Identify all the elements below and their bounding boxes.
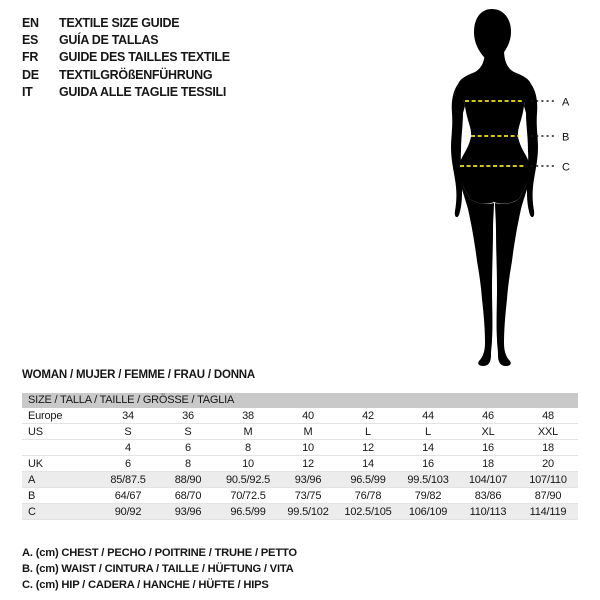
size-cell: 20: [518, 456, 578, 472]
size-cell: 48: [518, 408, 578, 424]
language-list: [22, 15, 230, 101]
table-row: [22, 472, 578, 488]
size-table-grid: [22, 408, 578, 520]
size-cell: 79/82: [398, 488, 458, 504]
table-row: [22, 456, 578, 472]
size-cell: L: [338, 424, 398, 440]
size-cell: 8: [218, 440, 278, 456]
measure-label-c: C: [562, 161, 570, 174]
language-row: [22, 84, 230, 101]
row-label: Europe: [22, 408, 98, 424]
size-cell: 85/87.5: [98, 472, 158, 488]
legend-line: C. (cm) HIP / CADERA / HANCHE / HÜFTE / HIPS: [22, 579, 269, 591]
size-cell: 38: [218, 408, 278, 424]
size-cell: XL: [458, 424, 518, 440]
size-cell: 18: [458, 456, 518, 472]
legend-line: A. (cm) CHEST / PECHO / POITRINE / TRUHE / PETTO: [22, 547, 297, 559]
size-cell: 10: [278, 440, 338, 456]
table-row: [22, 408, 578, 424]
measure-label-b: B: [562, 131, 570, 144]
size-cell: 107/110: [518, 472, 578, 488]
size-cell: 93/96: [158, 504, 218, 520]
size-cell: 90.5/92.5: [218, 472, 278, 488]
woman-silhouette-figure: [405, 5, 600, 375]
size-cell: 8: [158, 456, 218, 472]
size-cell: 16: [458, 440, 518, 456]
size-table-body: [22, 408, 578, 520]
silhouette-right-arm: [524, 84, 538, 217]
size-table-header: SIZE / TALLA / TAILLE / GRÖSSE / TAGLIA: [22, 393, 578, 408]
size-cell: 10: [218, 456, 278, 472]
language-code: ES: [22, 33, 39, 48]
size-cell: 104/107: [458, 472, 518, 488]
size-cell: 93/96: [278, 472, 338, 488]
size-cell: 12: [278, 456, 338, 472]
size-cell: 83/86: [458, 488, 518, 504]
size-cell: 44: [398, 408, 458, 424]
size-cell: 70/72.5: [218, 488, 278, 504]
size-cell: 73/75: [278, 488, 338, 504]
row-label: UK: [22, 456, 98, 472]
size-cell: 46: [458, 408, 518, 424]
row-label: A: [22, 472, 98, 488]
section-title-woman: WOMAN / MUJER / FEMME / FRAU / DONNA: [22, 369, 256, 381]
language-label: TEXTILE SIZE GUIDE: [59, 16, 180, 30]
language-label: GUÍA DE TALLAS: [59, 33, 159, 48]
size-cell: S: [98, 424, 158, 440]
row-label: [22, 440, 98, 456]
table-row: [22, 424, 578, 440]
size-cell: 88/90: [158, 472, 218, 488]
size-cell: 90/92: [98, 504, 158, 520]
size-cell: 102.5/105: [338, 504, 398, 520]
size-cell: 16: [398, 456, 458, 472]
size-cell: 18: [518, 440, 578, 456]
size-cell: XXL: [518, 424, 578, 440]
size-cell: 87/90: [518, 488, 578, 504]
size-cell: 64/67: [98, 488, 158, 504]
size-table: [22, 393, 578, 520]
size-cell: M: [278, 424, 338, 440]
language-label: GUIDA ALLE TAGLIE TESSILI: [59, 84, 227, 99]
table-row: [22, 488, 578, 504]
language-code: IT: [22, 84, 33, 99]
size-cell: 14: [338, 456, 398, 472]
measurement-legend: [22, 545, 297, 593]
language-code: EN: [22, 16, 39, 30]
size-cell: 6: [158, 440, 218, 456]
size-cell: 14: [398, 440, 458, 456]
size-cell: 36: [158, 408, 218, 424]
language-row: [22, 32, 230, 49]
silhouette-left-arm: [451, 84, 465, 217]
size-cell: 12: [338, 440, 398, 456]
size-cell: 40: [278, 408, 338, 424]
size-cell: M: [218, 424, 278, 440]
size-cell: L: [398, 424, 458, 440]
language-label: TEXTILGRÖßENFÜHRUNG: [59, 67, 213, 82]
language-row: [22, 67, 230, 84]
row-label: US: [22, 424, 98, 440]
size-cell: 96.5/99: [338, 472, 398, 488]
language-code: DE: [22, 67, 39, 82]
size-cell: 114/119: [518, 504, 578, 520]
table-row: [22, 440, 578, 456]
size-cell: 34: [98, 408, 158, 424]
language-row: [22, 49, 230, 66]
size-cell: 106/109: [398, 504, 458, 520]
language-label: GUIDE DES TAILLES TEXTILE: [59, 50, 230, 65]
size-cell: 4: [98, 440, 158, 456]
size-cell: 99.5/102: [278, 504, 338, 520]
size-cell: 6: [98, 456, 158, 472]
size-cell: 96.5/99: [218, 504, 278, 520]
measure-label-a: A: [562, 96, 570, 109]
size-cell: S: [158, 424, 218, 440]
size-cell: 76/78: [338, 488, 398, 504]
legend-line: B. (cm) WAIST / CINTURA / TAILLE / HÜFTUNG / VITA: [22, 563, 294, 575]
language-row: [22, 15, 230, 32]
silhouette-torso: [458, 49, 531, 204]
row-label: C: [22, 504, 98, 520]
size-cell: 110/113: [458, 504, 518, 520]
size-cell: 99.5/103: [398, 472, 458, 488]
size-cell: 68/70: [158, 488, 218, 504]
table-row: [22, 504, 578, 520]
row-label: B: [22, 488, 98, 504]
language-code: FR: [22, 50, 39, 65]
size-cell: 42: [338, 408, 398, 424]
